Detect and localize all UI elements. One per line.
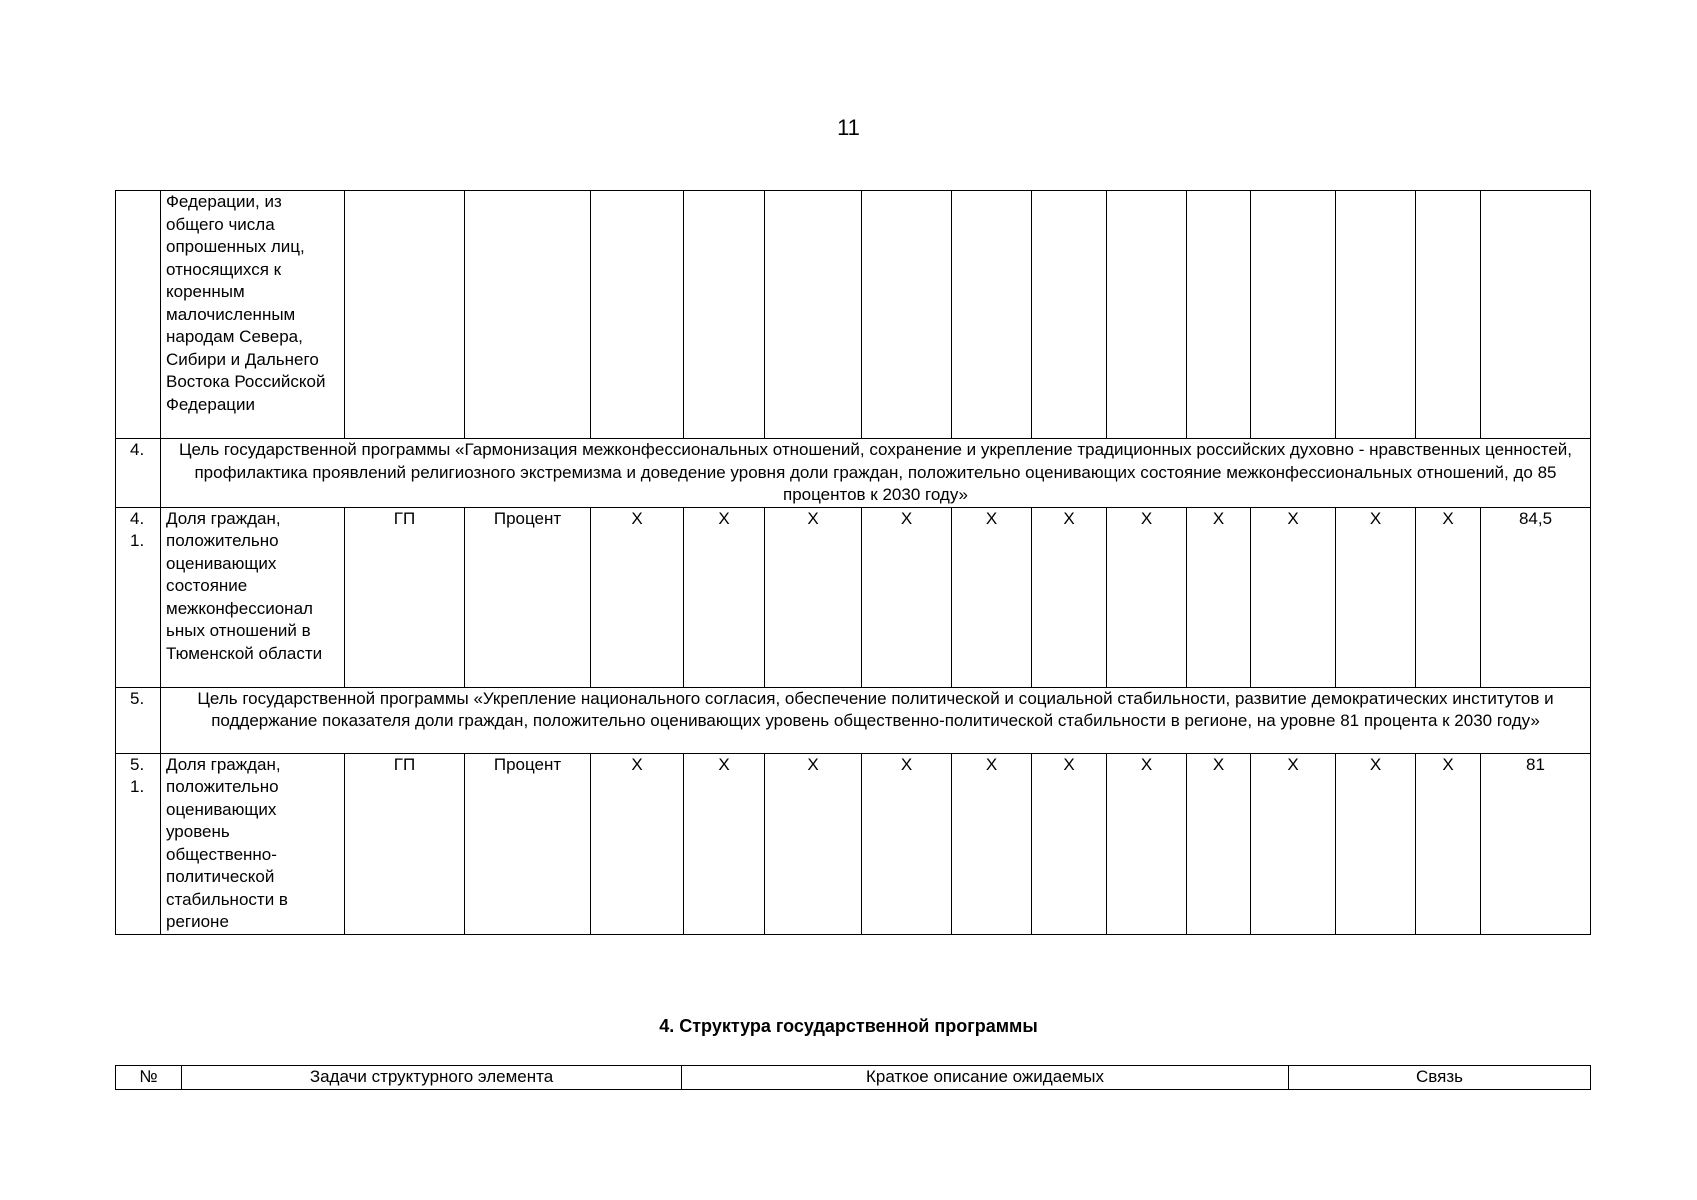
indicator-name-cell: Федерации, из общего числа опрошенных лиц, относящихся к коренным малочисленным народам Севера, Сибири и Дальнего Востока Российской Федерации [161, 191, 345, 439]
indicator-row [116, 753, 1591, 934]
page-number: 11 [837, 115, 860, 140]
column-header: Задачи структурного элемента [182, 1066, 682, 1090]
indicator-level-cell: ГП [345, 507, 465, 687]
goal-text-cell: Цель государственной программы «Укрепление национального согласия, обеспечение политической и социальной стабильности, развитие демократических институтов и поддержание показателя доли граждан, положительно оценивающих уровень общественно-политической стабильности в регионе, на уровне 81 процента к 2030 году» [161, 687, 1591, 753]
x-mark-cell: X [1032, 753, 1107, 934]
x-mark-cell: X [1416, 507, 1481, 687]
x-mark-cell: X [765, 507, 862, 687]
target-value-cell: 84,5 [1481, 507, 1591, 687]
x-mark-cell: X [862, 507, 952, 687]
x-mark-cell: X [684, 753, 765, 934]
x-mark-cell: X [1251, 507, 1336, 687]
x-mark-cell: X [1032, 507, 1107, 687]
indicator-row [116, 507, 1591, 687]
empty-cell [765, 191, 862, 439]
table-row [116, 191, 1591, 439]
column-header: Связь [1289, 1066, 1591, 1090]
empty-cell [345, 191, 465, 439]
column-header: № [116, 1066, 182, 1090]
empty-cell [952, 191, 1032, 439]
empty-cell [1251, 191, 1336, 439]
empty-cell [1481, 191, 1591, 439]
table-header-row [116, 1066, 1591, 1090]
indicator-level-cell: ГП [345, 753, 465, 934]
empty-cell [1336, 191, 1416, 439]
indicator-unit-cell: Процент [465, 753, 591, 934]
x-mark-cell: X [1187, 507, 1251, 687]
indicator-name-cell: Доля граждан, положительно оценивающих уровень общественно-политической стабильности в регионе [161, 753, 345, 934]
empty-cell [465, 191, 591, 439]
x-mark-cell: X [765, 753, 862, 934]
x-mark-cell: X [1107, 507, 1187, 687]
x-mark-cell: X [684, 507, 765, 687]
goal-row [116, 687, 1591, 753]
empty-cell [1187, 191, 1251, 439]
empty-cell [684, 191, 765, 439]
x-mark-cell: X [591, 753, 684, 934]
x-mark-cell: X [1107, 753, 1187, 934]
x-mark-cell: X [1251, 753, 1336, 934]
indicator-name-cell: Доля граждан, положительно оценивающих состояние межконфессионал ьных отношений в Тюменской области [161, 507, 345, 687]
goal-row [116, 439, 1591, 508]
empty-cell [1032, 191, 1107, 439]
indicator-unit-cell: Процент [465, 507, 591, 687]
x-mark-cell: X [1187, 753, 1251, 934]
x-mark-cell: X [952, 507, 1032, 687]
x-mark-cell: X [1336, 753, 1416, 934]
empty-cell [591, 191, 684, 439]
x-mark-cell: X [952, 753, 1032, 934]
x-mark-cell: X [591, 507, 684, 687]
empty-cell [862, 191, 952, 439]
indicators-table [115, 190, 1591, 935]
indicator-number-cell: 4. 1. [116, 507, 161, 687]
x-mark-cell: X [1336, 507, 1416, 687]
column-header: Краткое описание ожидаемых [682, 1066, 1289, 1090]
x-mark-cell: X [862, 753, 952, 934]
x-mark-cell: X [1416, 753, 1481, 934]
structure-table [115, 1065, 1591, 1090]
empty-cell [1416, 191, 1481, 439]
goal-number-cell: 5. [116, 687, 161, 753]
empty-cell [1107, 191, 1187, 439]
section-heading: 4. Структура государственной программы [659, 1016, 1038, 1036]
target-value-cell: 81 [1481, 753, 1591, 934]
goal-number-cell: 4. [116, 439, 161, 508]
goal-text-cell: Цель государственной программы «Гармонизация межконфессиональных отношений, сохранение и укрепление традиционных российских духовно - нравственных ценностей, профилактика проявлений религиозного экстремизма и доведение уровня доли граждан, положительно оценивающих состояние межконфессиональных отношений, до 85 процентов к 2030 году» [161, 439, 1591, 508]
indicator-number-cell: 5. 1. [116, 753, 161, 934]
row-number-cell [116, 191, 161, 439]
